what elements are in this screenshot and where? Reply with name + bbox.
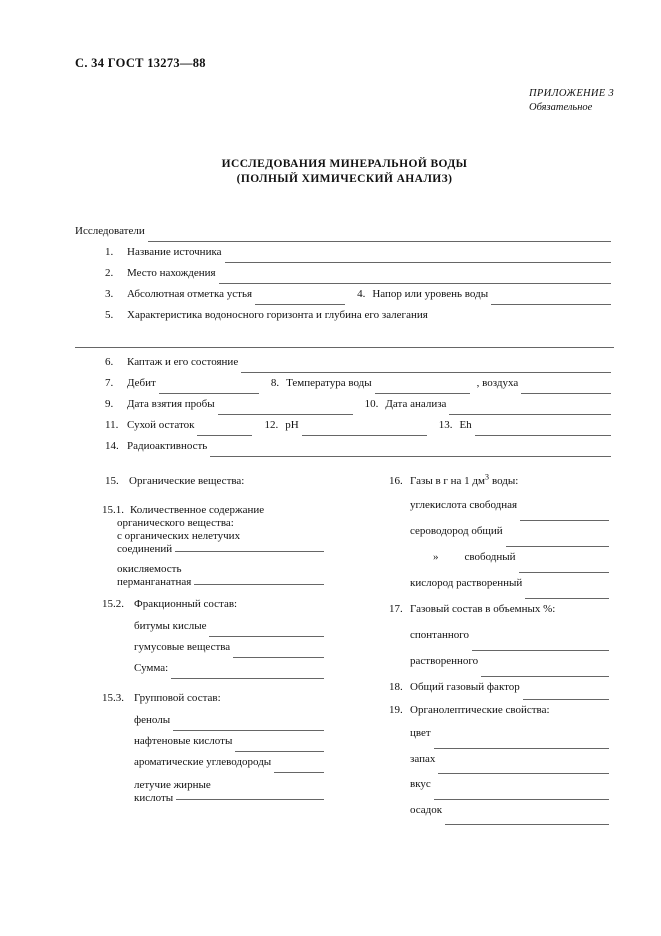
item10-number: 10. xyxy=(364,398,379,410)
item14-label: Радиоактивность xyxy=(127,440,208,452)
form-row-15 xyxy=(75,475,327,499)
form-row-2 xyxy=(75,267,614,288)
left-column xyxy=(75,475,327,829)
h2s-free-blank-line xyxy=(519,571,609,573)
form-block-volatile-acids xyxy=(75,779,327,804)
form-section-columns xyxy=(75,472,614,829)
aromatic-blank-line xyxy=(274,771,324,773)
sum-label: Сумма: xyxy=(134,662,169,674)
item1-number: 1. xyxy=(105,246,114,258)
co2-free-blank-line xyxy=(520,519,609,521)
item1-blank-line xyxy=(225,261,611,263)
item14-blank-line xyxy=(210,455,611,457)
field-row-bitumens xyxy=(75,620,327,641)
form-row-7-8 xyxy=(75,377,614,398)
odor-label: запах xyxy=(410,752,436,765)
form-row-11-12-13 xyxy=(75,419,614,440)
field-row-h2s-total xyxy=(389,525,612,551)
oxidability-line1: окисляемость xyxy=(117,563,182,575)
form-row-15-2 xyxy=(75,598,327,620)
item19-number: 19. xyxy=(389,704,403,716)
sediment-blank-line xyxy=(445,823,609,825)
item15-1-line4: соединений xyxy=(117,543,173,555)
item19-label: Органолептические свойства: xyxy=(410,704,550,716)
co2-free-label: углекислота свободная xyxy=(410,499,518,511)
item15-number: 15. xyxy=(105,475,119,487)
phenols-label: фенолы xyxy=(134,714,171,726)
item12-label: pH xyxy=(285,419,299,431)
ditto-mark: » xyxy=(433,551,439,563)
item13-number: 13. xyxy=(438,419,453,431)
form-row-9-10 xyxy=(75,398,614,419)
h2s-total-label: сероводород общий xyxy=(410,525,503,537)
item3-number: 3. xyxy=(105,288,114,300)
form-row-6 xyxy=(75,356,614,377)
form-row-14 xyxy=(75,440,614,461)
item15-1-line3: с органических нелетучих xyxy=(117,530,241,542)
document-title-line1: ИССЛЕДОВАНИЯ МИНЕРАЛЬНОЙ ВОДЫ xyxy=(221,158,468,170)
item8-number: 8. xyxy=(270,377,280,389)
item4-blank-line xyxy=(491,303,611,305)
form-section-top xyxy=(75,225,614,461)
item4-number: 4. xyxy=(357,288,366,300)
item6-number: 6. xyxy=(105,356,114,368)
oxidability-blank-line xyxy=(194,583,324,585)
spontaneous-blank-line xyxy=(472,649,609,651)
color-blank-line xyxy=(434,747,609,749)
item2-label: Место нахождения xyxy=(127,267,216,279)
item9-blank-line xyxy=(218,413,353,415)
form-block-15-1 xyxy=(102,504,327,556)
item8-air-blank-line xyxy=(521,392,611,394)
form-row-3-4 xyxy=(75,288,614,309)
item10-label: Дата анализа xyxy=(385,398,447,410)
item13-label: Eh xyxy=(459,419,472,431)
researchers-label: Исследователи xyxy=(75,225,145,237)
item15-1-line2: органического вещества: xyxy=(117,517,234,529)
volatile-line2: кислоты xyxy=(134,791,174,804)
item8-label: Температура воды xyxy=(286,377,372,389)
document-title-line2: (ПОЛНЫЙ ХИМИЧЕСКИЙ АНАЛИЗ) xyxy=(236,173,453,185)
item16-number: 16. xyxy=(389,475,403,487)
right-column xyxy=(389,472,612,829)
humic-blank-line xyxy=(233,656,324,658)
field-row-sediment xyxy=(389,804,612,830)
humic-label: гумусовые вещества xyxy=(134,641,231,653)
form-block-oxidability xyxy=(117,563,327,589)
item9-number: 9. xyxy=(105,398,114,410)
item15-2-number: 15.2. xyxy=(102,598,124,610)
taste-label: вкус xyxy=(410,778,431,790)
field-row-odor xyxy=(389,753,612,779)
form-row-5 xyxy=(75,309,614,330)
volatile-blank-line xyxy=(176,798,324,800)
item4-label: Напор или уровень воды xyxy=(372,288,489,300)
item7-label: Дебит xyxy=(127,377,156,389)
field-row-humic xyxy=(75,641,327,662)
field-row-naphthenic xyxy=(75,735,327,756)
item1-label: Название источника xyxy=(127,246,222,258)
form-row-17 xyxy=(389,603,612,629)
item16-label-superscript: 3 xyxy=(485,472,489,482)
form-block-15-3 xyxy=(75,692,327,804)
color-label: цвет xyxy=(410,727,431,739)
taste-blank-line xyxy=(434,798,609,800)
field-row-phenols xyxy=(75,714,327,735)
item18-label: Общий газовый фактор xyxy=(410,681,520,693)
item18-number: 18. xyxy=(389,681,403,693)
form-row-15-3 xyxy=(75,692,327,714)
page-header-doc-code: С. 34 ГОСТ 13273—88 xyxy=(75,56,206,70)
phenols-blank-line xyxy=(173,729,324,731)
oxidability-line2: перманганатная xyxy=(117,576,192,588)
item11-label: Сухой остаток xyxy=(127,419,195,431)
oxygen-blank-line xyxy=(525,597,609,599)
dissolved-label: растворенного xyxy=(410,655,479,667)
form-row-16 xyxy=(389,472,612,499)
item10-blank-line xyxy=(449,413,611,415)
volatile-line1: летучие жирные xyxy=(134,779,211,791)
item16-label: Газы в г на 1 $дм^3$ воды: xyxy=(410,472,519,487)
item13-blank-line xyxy=(475,434,611,436)
item15-3-number: 15.3. xyxy=(102,692,124,704)
document-title xyxy=(75,157,614,187)
item2-blank-line xyxy=(219,282,611,284)
sediment-label: осадок xyxy=(410,803,443,816)
field-row-aromatic xyxy=(75,756,327,777)
field-row-dissolved xyxy=(389,655,612,681)
item2-number: 2. xyxy=(105,267,114,279)
form-row-researchers xyxy=(75,225,614,246)
annex-note: Обязательное xyxy=(529,101,593,113)
sum-blank-line xyxy=(171,677,324,679)
item15-label: Органические вещества: xyxy=(129,475,245,487)
item6-blank-line xyxy=(241,371,611,373)
item12-blank-line xyxy=(302,434,427,436)
field-row-spontaneous xyxy=(389,629,612,655)
form-block-15-2 xyxy=(75,598,327,683)
item3-blank-line xyxy=(255,303,345,305)
item15-1-number: 15.1. xyxy=(102,504,124,516)
field-row-taste xyxy=(389,778,612,804)
item17-number: 17. xyxy=(389,603,403,615)
item8-water-blank-line xyxy=(375,392,470,394)
item5-number: 5. xyxy=(105,309,114,321)
form-row-5-continuation xyxy=(75,330,614,352)
naphthenic-blank-line xyxy=(235,750,324,752)
form-row-18 xyxy=(389,681,612,704)
annex-block xyxy=(75,87,614,114)
researchers-blank-line xyxy=(148,240,611,242)
item15-3-label: Групповой состав: xyxy=(134,692,221,704)
field-row-co2-free xyxy=(389,499,612,525)
item15-2-label: Фракционный состав: xyxy=(134,598,238,610)
form-row-19 xyxy=(389,704,612,727)
form-row-1 xyxy=(75,246,614,267)
field-row-color xyxy=(389,727,612,753)
item11-number: 11. xyxy=(105,419,119,431)
item7-blank-line xyxy=(159,392,259,394)
item18-blank-line xyxy=(523,698,609,700)
h2s-free-label: свободный xyxy=(464,551,516,563)
field-row-sum xyxy=(75,662,327,683)
naphthenic-label: нафтеновые кислоты xyxy=(134,735,233,747)
odor-blank-line xyxy=(438,772,609,774)
aromatic-label: ароматические углеводороды xyxy=(134,756,272,768)
item7-number: 7. xyxy=(105,377,114,389)
item17-label: Газовый состав в объемных %: xyxy=(410,603,556,615)
dissolved-blank-line xyxy=(481,675,609,677)
oxygen-label: кислород растворенный xyxy=(410,577,523,589)
spontaneous-label: спонтанного xyxy=(410,629,469,641)
bitumens-blank-line xyxy=(209,635,324,637)
item14-number: 14. xyxy=(105,440,119,452)
item3-label: Абсолютная отметка устья xyxy=(127,288,253,300)
item15-1-line1: Количественное содержание xyxy=(130,504,265,516)
bitumens-label: битумы кислые xyxy=(134,620,207,632)
item12-number: 12. xyxy=(264,419,279,431)
item11-blank-line xyxy=(197,434,252,436)
field-row-h2s-free xyxy=(389,551,612,577)
item5-label: Характеристика водоносного горизонта и глубина его залегания xyxy=(127,309,428,321)
annex-label: ПРИЛОЖЕНИЕ 3 xyxy=(529,88,614,99)
field-row-oxygen xyxy=(389,577,612,603)
item9-label: Дата взятия пробы xyxy=(127,398,215,410)
item6-label: Каптаж и его состояние xyxy=(127,356,239,368)
item5-blank-line xyxy=(75,346,614,348)
item15-1-blank-line xyxy=(175,550,324,552)
h2s-total-blank-line xyxy=(506,545,609,547)
item8-air-label: , воздуха xyxy=(476,377,519,389)
